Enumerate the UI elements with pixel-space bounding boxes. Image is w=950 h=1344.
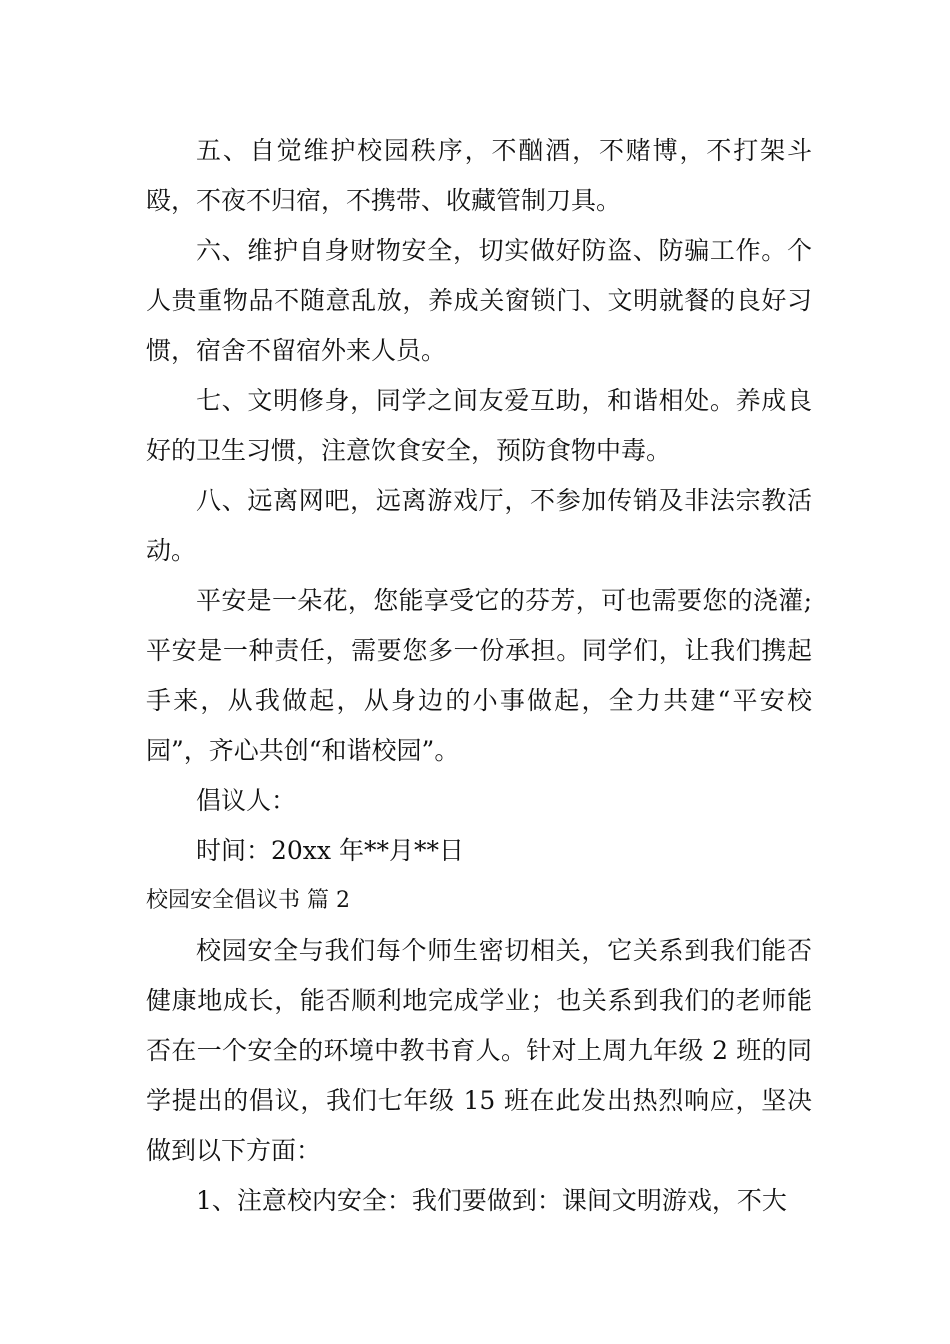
document-page: [146, 126, 812, 1226]
paragraph-item-7: 七、文明修身，同学之间友爱互助，和谐相处。养成良好的卫生习惯，注意饮食安全，预防食物中毒。: [146, 386, 812, 465]
paragraph-item-8: 八、远离网吧，远离游戏厅，不参加传销及非法宗教活动。: [146, 486, 812, 565]
paragraph-item-5: 五、自觉维护校园秩序，不酗酒，不赌博，不打架斗殴，不夜不归宿，不携带、收藏管制刀具。: [146, 136, 812, 215]
paragraph-item-6: 六、维护自身财物安全，切实做好防盗、防骗工作。个人贵重物品不随意乱放，养成关窗锁门、文明就餐的良好习惯，宿舍不留宿外来人员。: [146, 236, 812, 365]
section-title: 校园安全倡议书 篇 2: [146, 888, 350, 913]
closing-paragraph: 平安是一朵花，您能享受它的芬芳，可也需要您的浇灌;平安是一种责任，需要您多一份承担。同学们，让我们携起手来，从我做起，从身边的小事做起，全力共建“平安校园”，齐心共创“和谐校园”。: [146, 586, 812, 765]
intro-paragraph: 校园安全与我们每个师生密切相关，它关系到我们能否健康地成长，能否顺利地完成学业；也关系到我们的老师能否在一个安全的环境中教书育人。针对上周九年级 2 班的同学提出的倡议，我们七年级 15 班在此发出热烈响应，坚决做到以下方面：: [146, 936, 812, 1165]
proposer-line: 倡议人：: [196, 786, 297, 815]
date-line: 时间：20xx 年**月**日: [196, 836, 464, 865]
list-item-1: 1、注意校内安全：我们要做到：课间文明游戏，不大: [196, 1186, 787, 1215]
